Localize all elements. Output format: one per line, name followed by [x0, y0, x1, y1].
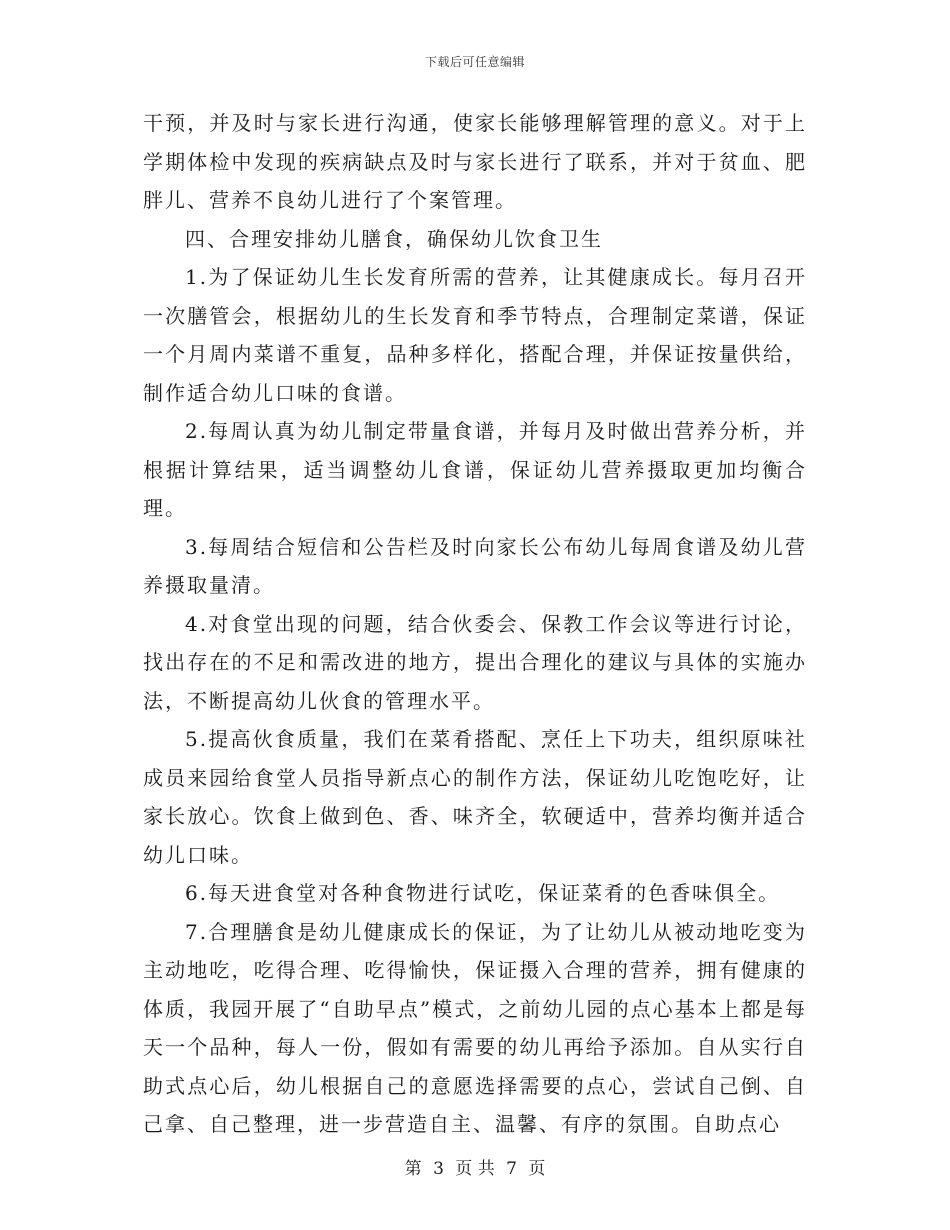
page-footer — [0, 1154, 950, 1179]
footer-suffix: 页 — [528, 1159, 546, 1179]
paragraph: 2.每周认真为幼儿制定带量食谱，并每月及时做出营养分析，并根据计算结果，适当调整幼儿食谱，保证幼儿营养摄取更加均衡合理。 — [143, 419, 807, 520]
current-page-number: 3 — [433, 1159, 444, 1179]
paragraph: 7.合理膳食是幼儿健康成长的保证，为了让幼儿从被动地吃变为主动地吃，吃得合理、吃得愉快，保证摄入合理的营养，拥有健康的体质，我园开展了“自助早点”模式，之前幼儿园的点心基本上都是每天一个品种，每人一份，假如有需要的幼儿再给予添加。自从实行自助式点心后，幼儿根据自己的意愿选择需要的点心，尝试自己倒、自己拿、自己整理，进一步营造自主、温馨、有序的氛围。自助点心 — [143, 919, 807, 1136]
paragraph: 6.每天进食堂对各种食物进行试吃，保证菜肴的色香味俱全。 — [185, 881, 781, 905]
total-pages-number: 7 — [506, 1159, 517, 1179]
section-heading: 四、合理安排幼儿膳食，确保幼儿饮食卫生 — [185, 226, 603, 251]
footer-prefix: 第 — [404, 1159, 422, 1179]
paragraph: 1.为了保证幼儿生长发育所需的营养，让其健康成长。每月召开一次膳管会，根据幼儿的生长发育和季节特点，合理制定菜谱，保证一个月周内菜谱不重复，品种多样化，搭配合理，并保证按量供给，制作适合幼儿口味的食谱。 — [143, 265, 807, 405]
paragraph: 3.每周结合短信和公告栏及时向家长公布幼儿每周食谱及幼儿营养摄取量清。 — [143, 534, 807, 597]
paragraph: 5.提高伙食质量，我们在菜肴搭配、烹任上下功夫，组织原味社成员来园给食堂人员指导新点心的制作方法，保证幼儿吃饱吃好，让家长放心。饮食上做到色、香、味齐全，软硬适中，营养均衡并适合幼儿口味。 — [143, 727, 807, 867]
paragraph: 4.对食堂出现的问题，结合伙委会、保教工作会议等进行讨论，找出存在的不足和需改进的地方，提出合理化的建议与具体的实施办法，不断提高幼儿伙食的管理水平。 — [143, 611, 807, 713]
footer-middle: 页 共 — [455, 1159, 495, 1179]
paragraph: 干预，并及时与家长进行沟通，使家长能够理解管理的意义。对于上学期体检中发现的疾病缺点及时与家长进行了联系，并对于贫血、肥胖儿、营养不良幼儿进行了个案管理。 — [143, 111, 807, 212]
document-body — [143, 104, 807, 1144]
header-note: 下载后可任意编辑 — [424, 55, 525, 69]
